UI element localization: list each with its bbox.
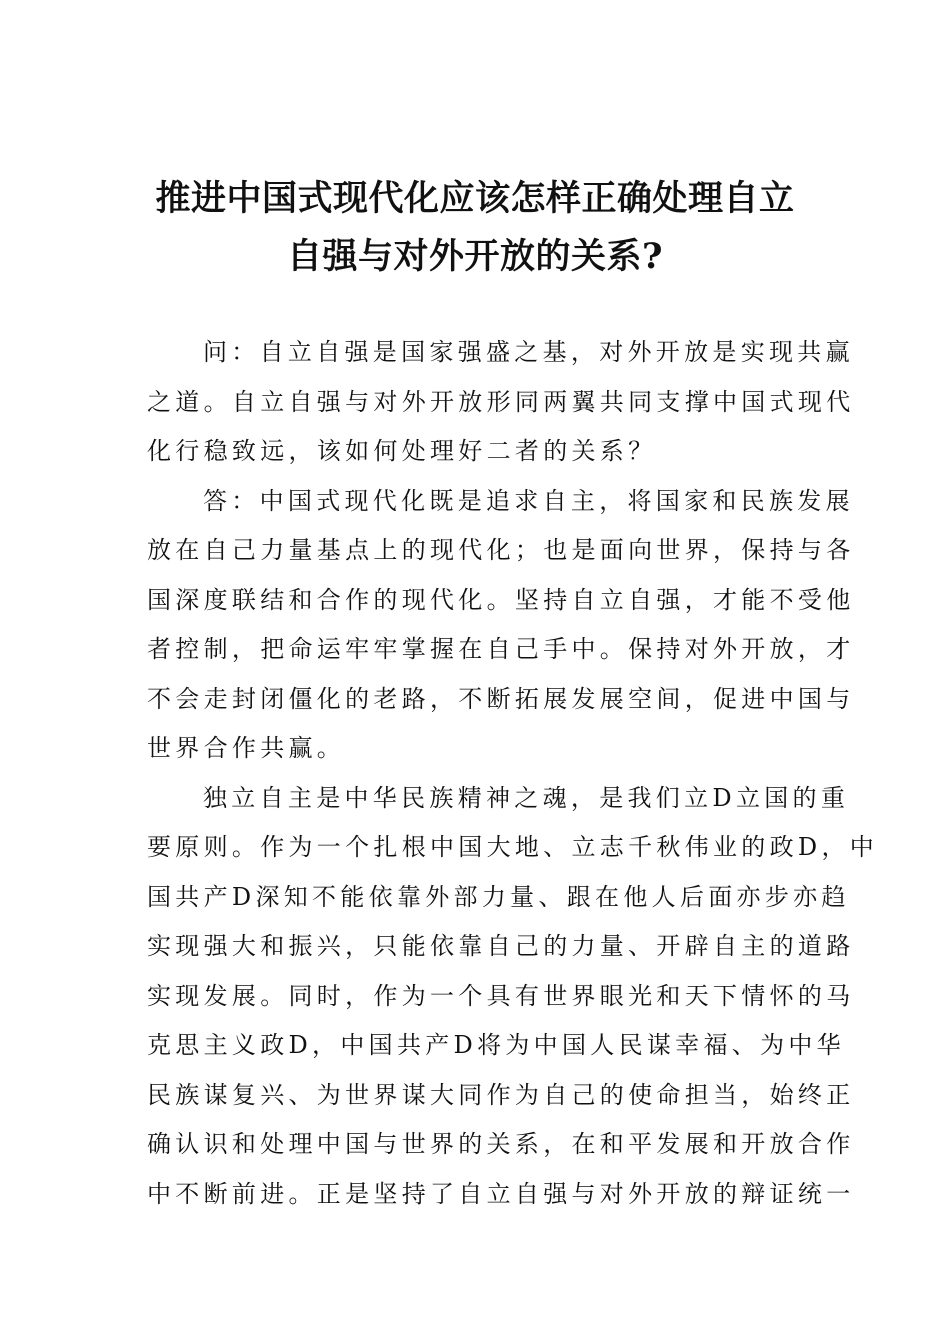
- paragraph-line: 国深度联结和合作的现代化。坚持自立自强，才能不受他: [147, 585, 855, 614]
- paragraph-line: 不会走封闭僵化的老路，不断拓展发展空间，促进中国与: [147, 684, 855, 713]
- paragraph-line: 中不断前进。正是坚持了自立自强与对外开放的辩证统一: [147, 1179, 855, 1208]
- paragraph-question: [147, 328, 855, 477]
- paragraph-answer: [147, 477, 855, 774]
- document-body: [147, 328, 879, 1219]
- paragraph-line: 国共产D深知不能依靠外部力量、跟在他人后面亦步亦趋: [147, 882, 850, 911]
- paragraph-line: 克思主义政D，中国共产D将为中国人民谋幸福、为中华: [147, 1031, 845, 1059]
- title-line: 自强与对外开放的关系?: [286, 236, 663, 277]
- paragraph-line: 答：中国式现代化既是追求自主，将国家和民族发展: [203, 486, 854, 515]
- paragraph-line: 放在自己力量基点上的现代化；也是面向世界，保持与各: [147, 536, 855, 564]
- paragraph-line: 独立自主是中华民族精神之魂，是我们立D立国的重: [203, 783, 850, 812]
- paragraph-line: 问：自立自强是国家强盛之基，对外开放是实现共赢: [203, 338, 854, 366]
- paragraph-independence: [147, 774, 879, 1220]
- paragraph-line: 世界合作共赢。: [147, 734, 346, 762]
- paragraph-line: 之道。自立自强与对外开放形同两翼共同支撑中国式现代: [147, 387, 855, 416]
- paragraph-line: 实现强大和振兴，只能依靠自己的力量、开辟自主的道路: [147, 932, 855, 960]
- paragraph-line: 民族谋复兴、为世界谋大同作为自己的使命担当，始终正: [147, 1080, 855, 1109]
- paragraph-line: 者控制，把命运牢牢掌握在自己手中。保持对外开放，才: [147, 635, 855, 663]
- paragraph-line: 化行稳致远，该如何处理好二者的关系？: [147, 437, 657, 465]
- document-title: [120, 170, 830, 286]
- paragraph-line: 实现发展。同时，作为一个具有世界眼光和天下情怀的马: [147, 981, 855, 1010]
- paragraph-line: 确认识和处理中国与世界的关系，在和平发展和开放合作: [147, 1130, 855, 1158]
- paragraph-line: 要原则。作为一个扎根中国大地、立志千秋伟业的政D，中: [147, 833, 879, 861]
- title-line: 推进中国式现代化应该怎样正确处理自立: [155, 178, 795, 219]
